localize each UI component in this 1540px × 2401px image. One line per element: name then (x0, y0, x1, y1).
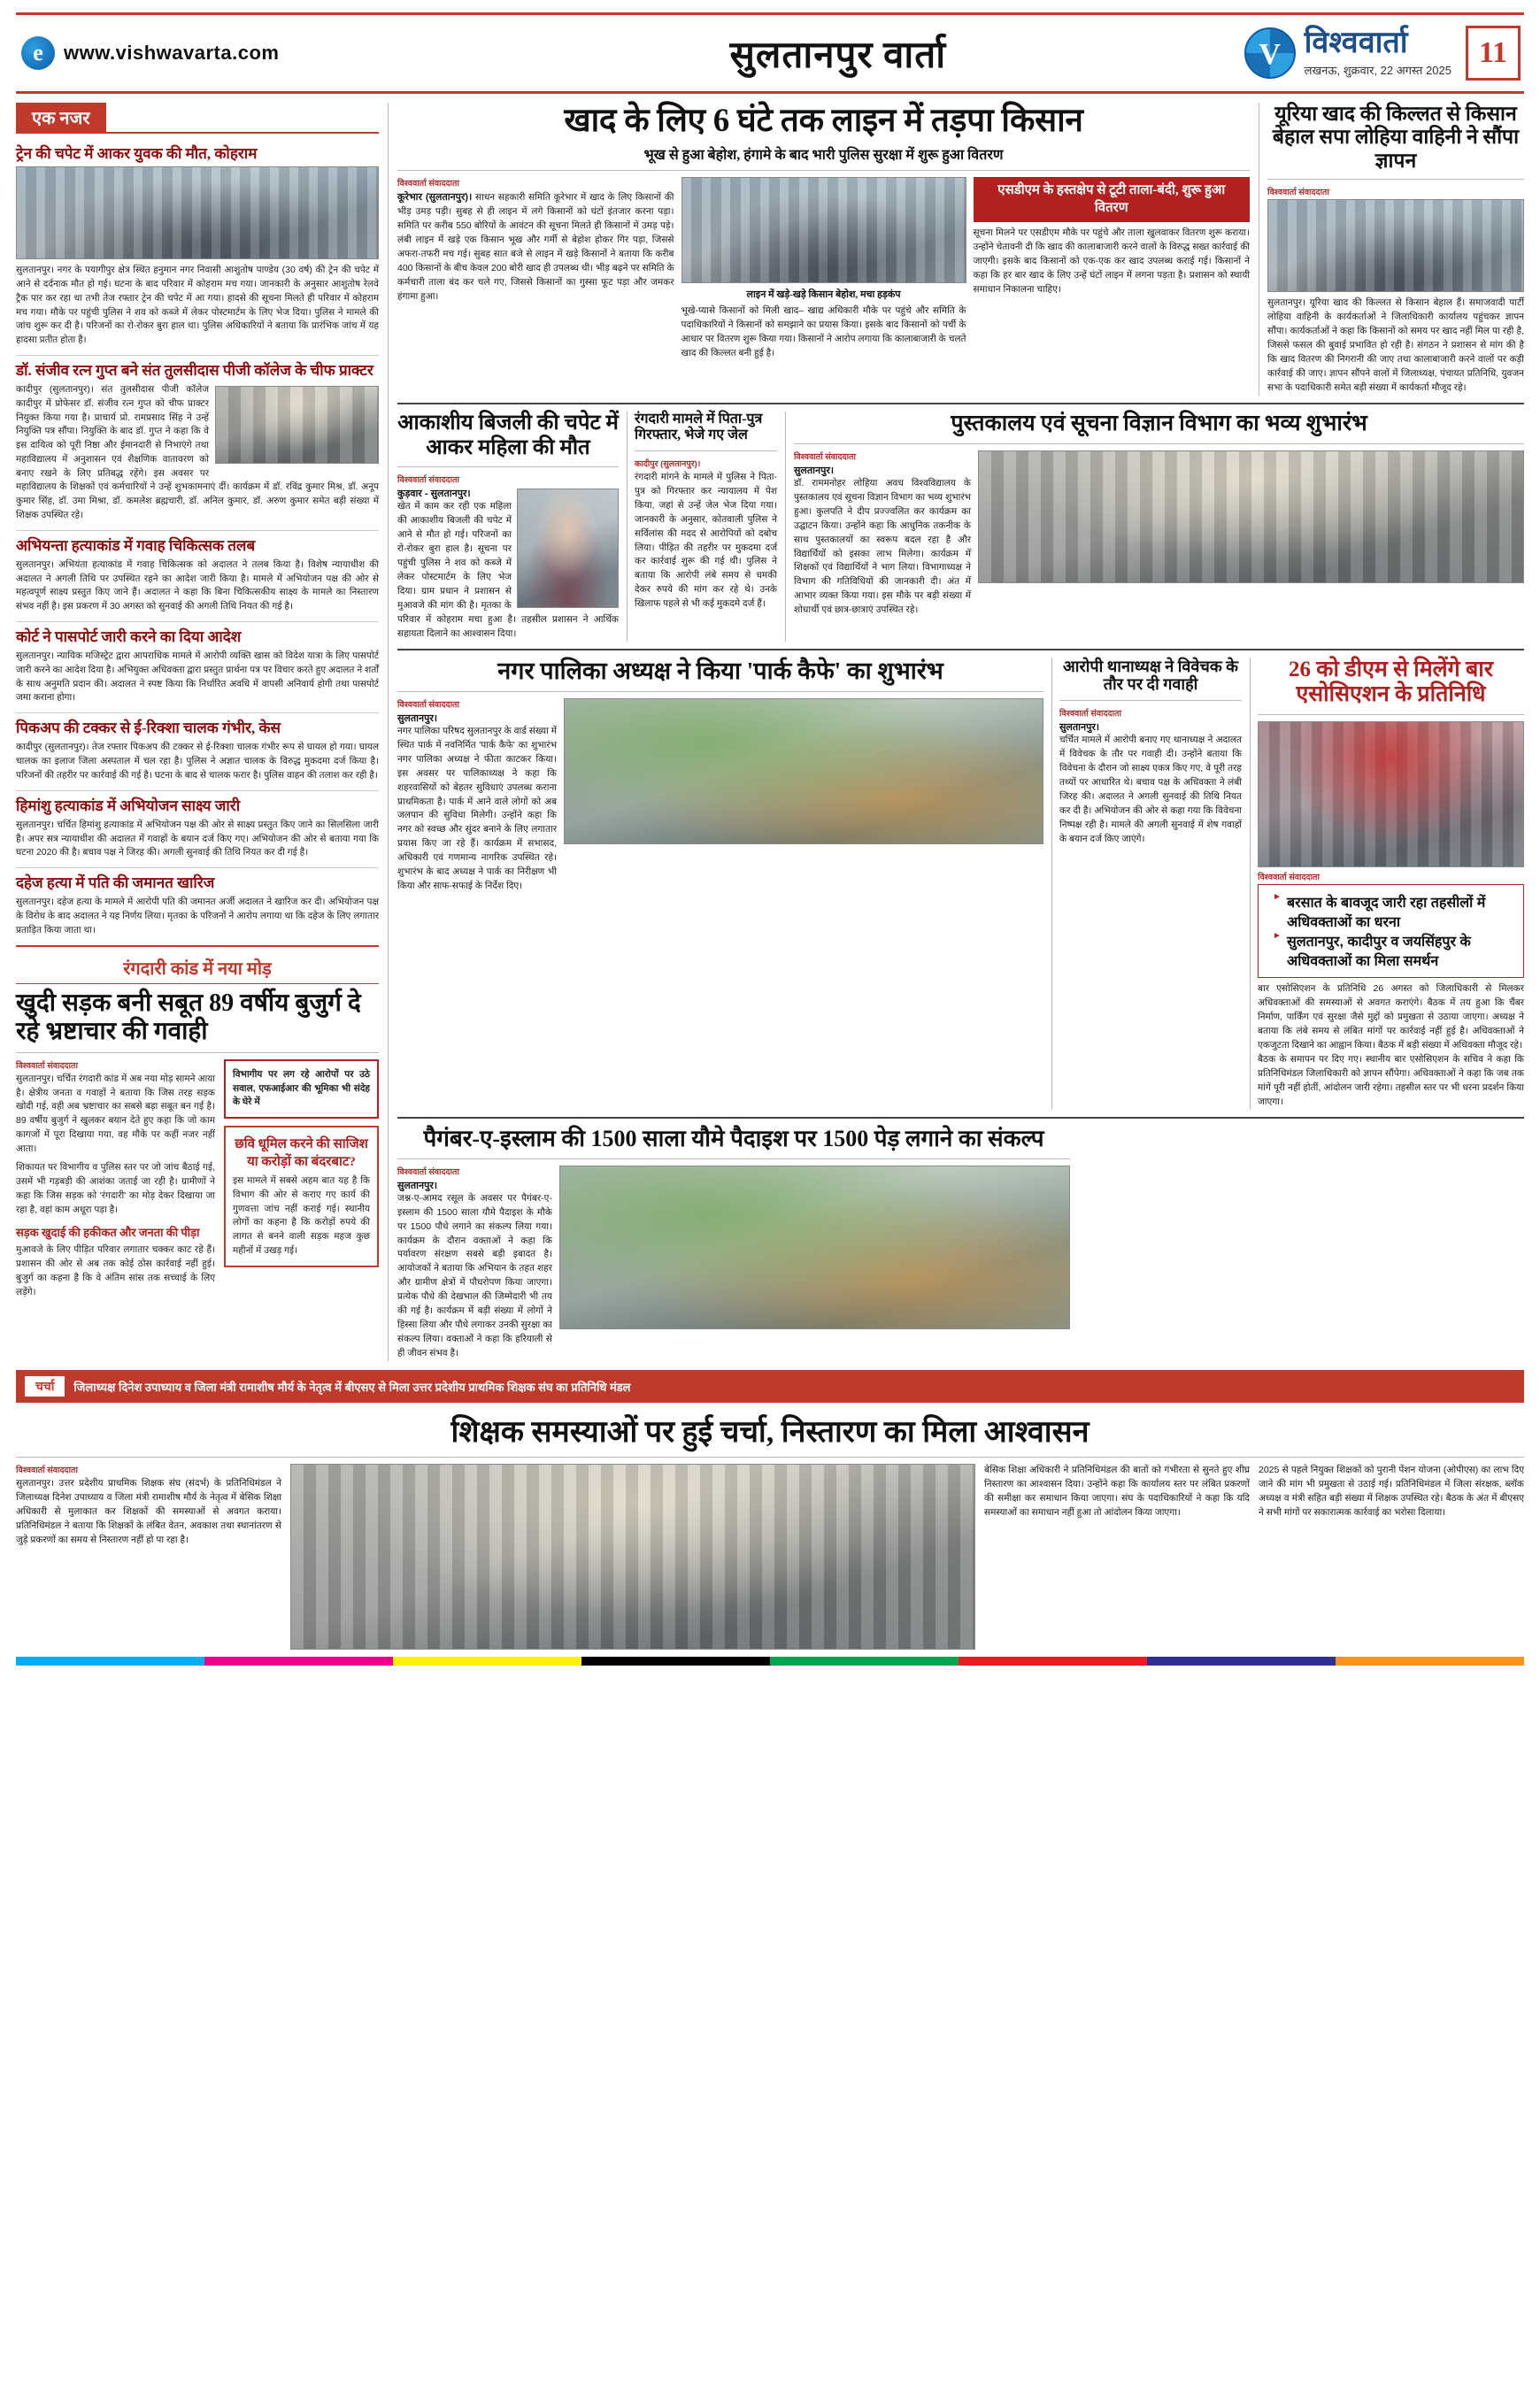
strip-text: जिलाध्यक्ष दिनेश उपाध्याय व जिला मंत्री रामाशीष मौर्य के नेतृत्व में बीएसए से मिला उत्तर प्रदेशीय प्राथमिक शिक्षक संघ का प्रतिनिधि मंडल (73, 1380, 631, 1394)
dateline: सुलतानपुर। (397, 1180, 438, 1191)
dm-meeting-headline: 26 को डीएम से मिलेंगे बार एसोसिएशन के प्रतिनिधि (1289, 657, 1493, 707)
print-registration-bar (16, 1657, 1524, 1666)
list-item[interactable] (16, 356, 379, 531)
lead-col2-subhead: लाइन में खड़े-खड़े किसान बेहोश, मचा हड़कंप (746, 289, 901, 301)
masthead-left (16, 36, 432, 70)
feature-kicker: रंगदारी कांड में नया मोड़ (123, 958, 272, 979)
edition-title: सुलतानपुर वार्ता (729, 35, 947, 76)
list-item[interactable] (16, 868, 379, 947)
dm-meeting-bullets (1258, 884, 1524, 978)
extortion-text: रंगदारी मांगने के मामले में पुलिस ने पिता-पुत्र को गिरफ्तार कर न्यायालय में पेश किया, जहां से उन्हें जेल भेज दिया गया। जानकारी के अनुसार, कोतवाली पुलिस ने सर्विलांस की मदद से आरोपियों को दबोच लिया। पीड़ित की तहरीर पर मुकदमा दर्ज कर कार्रवाई शुरू की गई थी। पुलिस ने बताया कि आरोपी लंबे समय से धमकी देकर रुपये की मांग कर रहे थे। उनके खिलाफ पहले से भी कई मुकदमे दर्ज हैं। (635, 471, 777, 610)
top-right-text: सुलतानपुर। यूरिया खाद की किल्लत से किसान बेहाल हैं। समाजवादी पार्टी लोहिया वाहिनी के कार्यकर्ताओं ने जिलाधिकारी कार्यालय पहुंचकर ज्ञापन सौंपा। कार्यकर्ताओं ने कहा कि किसानों को समय पर खाद नहीं मिल पा रही है, जिससे फसल की बुवाई प्रभावित हो रही है। संगठन ने प्रशासन से मांग की है कि खाद वितरण की निगरानी की जाए तथा कालाबाजारी करने वालों पर कड़ी कार्रवाई की जाए। ज्ञापन सौंपने वालों में जिलाध्यक्ष, पंचायत प्रतिनिधि, युवजन सभा के पदाधिकारी समेत बड़ी संख्या में कार्यकर्ता मौजूद रहे। (1267, 297, 1524, 394)
byline: विश्ववार्ता संवाददाता (16, 1060, 78, 1071)
rail-item-body: सुलतानपुर। अभियंता हत्याकांड में गवाह चिकित्सक को अदालत ने तलब किया है। विशेष न्यायाधीश की अदालत ने अगली तिथि पर उपस्थित रहने का आदेश जारी किया है। मामले में अभियोजन पक्ष की ओर से महत्वपूर्ण साक्ष्य प्रस्तुत किए जाने हैं। अदालत ने कहा कि बिना चिकित्सकीय साक्ष्य के मामले का निस्तारण संभव नहीं है। इस प्रकरण में 30 अगस्त को सुनवाई की अगली तिथि नियत की गई है। (16, 558, 379, 612)
brand-dateline: लखनऊ, शुक्रवार, 22 अगस्त 2025 (1304, 64, 1451, 77)
library-story (785, 412, 1524, 642)
lightning-story (397, 412, 619, 642)
rail-item-title: हिमांशु हत्याकांड में अभियोजन साक्ष्य जारी (16, 796, 241, 814)
rail-item-body: सुलतानपुर। न्यायिक मजिस्ट्रेट द्वारा आपराधिक मामले में आरोपी व्यक्ति खास को विदेश यात्रा के लिए पासपोर्ट जारी करने का आदेश दिया है। अभियुक्त अधिवक्ता द्वारा प्रस्तुत प्रार्थना पत्र पर विचार करते हुए अदालत ने शर्तों के साथ अनुमति प्रदान की। अदालत ने स्पष्ट किया कि निर्धारित अवधि में वापसी अनिवार्य होगी तथा पासपोर्ट जमा कराना होगा। (16, 650, 379, 704)
news-photo (559, 1166, 1070, 1329)
news-photo (564, 698, 1043, 844)
list-item[interactable] (16, 713, 379, 791)
lightning-text: खेत में काम कर रही एक महिला की आकाशीय बिजली की चपेट में आने से मौत हो गई। परिजनों का रो-रोकर बुरा हाल है। सूचना पर पहुंची पुलिस ने शव को कब्जे में लेकर पोस्टमार्टम के लिए भेज दिया। ग्राम प्रधान ने प्रशासन से मुआवजे की मांग की है। मृतका के परिवार में कोहराम मचा हुआ है। तहसील प्रशासन ने आर्थिक सहायता दिलाने का आश्वासन दिया। (397, 501, 619, 639)
park-cafe-text: नगर पालिका परिषद सुलतानपुर के वार्ड संख्या में स्थित पार्क में नवनिर्मित 'पार्क कैफे' का शुभारंभ नगर पालिका अध्यक्ष ने फीता काटकर किया। इस अवसर पर पालिकाध्यक्ष ने कहा कि शहरवासियों को बेहतर सुविधाएं उपलब्ध कराना प्राथमिकता है। पार्क में आने वाले लोगों को अब जलपान की सुविधा मिलेगी। उन्होंने कहा कि नगर को स्वच्छ और सुंदर बनाने के लिए लगातार प्रयास किए जा रहे हैं। कार्यक्रम में सभासद, अधिकारी एवं गणमान्य नागरिक उपस्थित रहे। शुभारंभ के बाद अध्यक्ष ने पार्क का निरीक्षण भी किया और साफ-सफाई के निर्देश दिए। (397, 725, 557, 892)
byline: विश्ववार्ता संवाददाता (1258, 873, 1320, 883)
list-item[interactable] (16, 531, 379, 622)
park-cafe-story (397, 658, 1043, 1110)
list-item[interactable] (16, 622, 379, 713)
epaper-logo-icon: e (21, 36, 55, 70)
feature-subhead-1: विभागीय पर लग रहे आरोपों पर उठे सवाल, एफआईआर की भूमिका भी संदेह के घेरे में (233, 1068, 370, 1108)
news-photo (290, 1464, 975, 1650)
byline: विश्ववार्ता संवाददाता (397, 179, 459, 189)
extortion-story (627, 412, 777, 642)
dateline: सुलतानपुर। (397, 712, 438, 724)
rail-item-title: डॉ. संजीव रत्न गुप्त बने संत तुलसीदास पीजी कॉलेज के चीफ प्राक्टर (16, 361, 373, 379)
news-photo (978, 450, 1524, 583)
rail-item-body: सुलतानपुर। चर्चित हिमांशु हत्याकांड में अभियोजन पक्ष की ओर से साक्ष्य प्रस्तुत किए जाने का सिलसिला जारी है। अपर सत्र न्यायाधीश की अदालत में गवाहों के बयान दर्ज किए गए। अभियोजन की ओर से बताया गया कि घटना 2020 की है। बचाव पक्ष ने जिरह की। अगली सुनवाई की तिथि नियत कर दी गई है। (16, 819, 379, 858)
feature-subhead-2: छवि धूमिल करने की साजिश या करोड़ों का बंदरबाट? (235, 1137, 368, 1170)
rail-header: एक नजर (16, 103, 106, 132)
dateline: कुड़वार - सुलतानपुर। (397, 489, 471, 500)
dateline: कूरेभार (सुलतानपुर)। (397, 192, 473, 204)
top-right-headline: यूरिया खाद की किल्लत से किसान बेहाल सपा लोहिया वाहिनी ने सौंपा ज्ञापन (1272, 103, 1520, 172)
lead-box-head: एसडीएम के हस्तक्षेप से टूटी ताला-बंदी, शुरू हुआ वितरण (974, 177, 1251, 222)
byline: विश्ववार्ता संवाददाता (794, 451, 856, 462)
library-text: डॉ. राममनोहर लोहिया अवध विश्वविद्यालय के पुस्तकालय एवं सूचना विज्ञान विभाग का भव्य शुभारंभ हुआ। कुलपति ने दीप प्रज्ज्वलित कर कार्यक्रम का उद्घाटन किया। उन्होंने कहा कि आधुनिक तकनीक के साथ पुस्तकालयों का स्वरूप बदल रहा है और विद्यार्थियों को इसका लाभ मिलेगा। कार्यक्रम में शिक्षकों एवं विद्यार्थियों ने भाग लिया। विभागाध्यक्ष ने विभाग की गतिविधियों की जानकारी दी। अंत में आभार व्यक्त किया गया। इस मौके पर बड़ी संख्या में शोधार्थी एवं छात्र-छात्राएं उपस्थित रहे। (794, 477, 971, 616)
top-right-story (1259, 103, 1524, 396)
library-headline: पुस्तकालय एवं सूचना विज्ञान विभाग का भव्य शुभारंभ (951, 411, 1367, 435)
byline: विश्ववार्ता संवाददाता (397, 1166, 459, 1177)
rail-feature (16, 956, 379, 1300)
police-text: चर्चित मामले में आरोपी बनाए गए थानाध्यक्ष ने अदालत में विवेचक के तौर पर गवाही दी। उन्होंने बताया कि विवेचना के दौरान जो साक्ष्य एकत्र किए गए, वे पूरी तरह तथ्यों पर आधारित थे। बचाव पक्ष के अधिवक्ता ने लंबी जिरह की। अदालत ने अगली सुनवाई की तिथि नियत कर दी है। अभियोजन की ओर से कहा गया कि विवेचना निष्पक्ष रही है। मामले की अगली सुनवाई में शेष गवाहों के बयान दर्ज किए जाएंगे। (1059, 735, 1242, 844)
byline: विश्ववार्ता संवाददाता (397, 699, 459, 710)
list-item: ► सुलतानपुर, कादीपुर व जयसिंहपुर के अधिवक्ताओं का मिला समर्थन (1276, 931, 1514, 970)
lead-headline: खाद के लिए 6 घंटे तक लाइन में तड़पा किसान (564, 103, 1083, 139)
strip-tag: चर्चा (25, 1376, 65, 1397)
police-story (1051, 658, 1242, 1110)
news-photo (681, 177, 966, 283)
bottom-strip (16, 1370, 1524, 1403)
lead-col1-text: साधन सहकारी समिति कूरेभार में खाद के लिए किसानों की भीड़ उमड़ पड़ी। सुबह से ही लाइन में लगे किसानों को घंटों इंतजार करना पड़ा। समिति पर करीब 550 बोरियों के आवंटन की सूचना मिलते ही किसानों में उमड़ पड़े। लंबी लाइन में खड़े एक किसान भूख और गर्मी से बेहोश होकर गिर पड़ा, जिससे अफरा-तफरी मच गई। सुबह सात बजे से लाइन में खड़े किसानों ने बताया कि करीब 400 किसानों के बीच केवल 200 बोरी खाद ही उपलब्ध थी। भीड़ बढ़ने पर समिति के कर्मचारी ताला बंद कर चले गए, जिससे किसानों का गुस्सा फूट पड़ा और जमकर हंगामा हुआ। (397, 192, 674, 303)
bottom-col3: 2025 से पहले नियुक्त शिक्षकों को पुरानी पेंशन योजना (ओपीएस) का लाभ दिए जाने की मांग भी प्रमुखता से उठाई गई। प्रतिनिधिमंडल में जिला संरक्षक, ब्लॉक अध्यक्ष व मंत्री सहित बड़ी संख्या में शिक्षक उपस्थित रहे। बैठक के अंत में बीएसए ने सभी मांगों पर सकारात्मक कार्रवाई का भरोसा दिलाया। (1259, 1465, 1524, 1518)
rail-item-title: अभियन्ता हत्याकांड में गवाह चिकित्सक तलब (16, 536, 256, 554)
news-photo (517, 489, 619, 608)
dateline: सुलतानपुर। (794, 465, 835, 476)
police-headline: आरोपी थानाध्यक्ष ने विवेचक के तौर पर दी गवाही (1063, 657, 1238, 694)
brand-name: विश्ववार्ता (1304, 27, 1408, 59)
list-item[interactable] (16, 791, 379, 869)
dateline: कादीपुर (सुलतानपुर)। (635, 458, 701, 469)
bottom-section (16, 1370, 1524, 1650)
rail-item-title: कोर्ट ने पासपोर्ट जारी करने का दिया आदेश (16, 627, 242, 645)
feature-body-1: शिकायत पर विभागीय व पुलिस स्तर पर जो जांच बैठाई गई, उसमें भी गड़बड़ी की आशंका जताई जा रही है। ग्रामीणों ने कहा कि जिस सड़क को 'रंगदारी' का मोड़ देकर दिखाया जा रहा है, वहां काम अधूरा पड़ा है। (16, 1162, 215, 1215)
byline: विश्ववार्ता संवाददाता (397, 475, 459, 486)
bottom-col2: बेसिक शिक्षा अधिकारी ने प्रतिनिधिमंडल की बातों को गंभीरता से सुनते हुए शीघ्र निस्तारण का आश्वासन दिया। उन्होंने कहा कि कार्यालय स्तर पर लंबित प्रकरणों की समीक्षा कर समाधान किया जाएगा। संघ के पदाधिकारियों ने कहा कि यदि समस्याओं का समाधान नहीं हुआ तो आंदोलन किया जाएगा। (984, 1465, 1250, 1518)
site-url[interactable]: www.vishwavarta.com (64, 42, 280, 64)
lead-subhead: भूख से हुआ बेहोश, हंगामे के बाद भारी पुलिस सुरक्षा में शुरू हुआ वितरण (643, 148, 1004, 164)
rail-item-body: सुलतानपुर। नगर के पयागीपुर क्षेत्र स्थित हनुमान नगर निवासी आशुतोष पाण्डेय (30 वर्ष) की ट्रेन की चपेट में आने से दर्दनाक मौत हो गई। घटना के बाद परिवार में कोहराम मच गया। जानकारी के अनुसार आशुतोष रेलवे ट्रैक पार कर रहा था तभी तेज रफ्तार ट्रेन की चपेट में आ गया। हादसे की सूचना मिलते ही परिवार में कोहराम मच गया। मौके पर पहुंची पुलिस ने शव को कब्जे में लेकर पोस्टमार्टम के लिए भेज दिया। पुलिस ने मामले की जांच शुरू कर दी है। परिजनों का रो-रोकर बुरा हाल था। पुलिस अधिकारियों ने बताया कि प्रारंभिक जांच में यह हादसा प्रतीत होता है। (16, 265, 379, 345)
byline: विश्ववार्ता संवाददाता (16, 1466, 78, 1476)
feature-headline: खुदी सड़क बनी सबूत 89 वर्षीय बुजुर्ग दे रहे भ्रष्टाचार की गवाही (16, 989, 361, 1045)
lightning-headline: आकाशीय बिजली की चपेट में आकर महिला की मौत (397, 411, 619, 459)
middle-row (397, 412, 1524, 642)
tree-story (397, 1126, 1070, 1361)
lead-col3-text: सूचना मिलने पर एसडीएम मौके पर पहुंचे और ताला खुलवाकर वितरण शुरू कराया। उन्होंने चेतावनी दी कि खाद की कालाबाजारी करने वालों के विरुद्ध सख्त कार्रवाई की जाएगी। इसके बाद किसानों को एक-एक कर खाद उपलब्ध कराई गई। किसानों ने कहा कि हर बार खाद के लिए उन्हें घंटों लाइन में लगना पड़ता है। प्रशासन को स्थायी समाधान निकालना चाहिए। (973, 227, 1251, 296)
left-rail (16, 103, 379, 1361)
masthead (16, 12, 1524, 94)
rail-item-body: कादीपुर (सुलतानपुर)। तेज रफ्तार पिकअप की टक्कर से ई-रिक्शा चालक गंभीर रूप से घायल हो गया। घायल चालक का इलाज जिला अस्पताल में चल रहा है। पुलिस ने अज्ञात चालक के विरुद्ध मुकदमा दर्ज किया है। परिजनों की तहरीर पर कार्रवाई की गई है। घटना के बाद से चालक फरार है। पुलिस वाहन की तलाश कर रही है। (16, 742, 379, 781)
brand-block (1244, 27, 1451, 79)
bottom-col1: सुलतानपुर। उत्तर प्रदेशीय प्राथमिक शिक्षक संघ (संदर्भ) के प्रतिनिधिमंडल ने जिलाध्यक्ष दिनेश उपाध्याय व जिला मंत्री रामाशीष मौर्य के नेतृत्व में बेसिक शिक्षा अधिकारी से मुलाकात कर शिक्षकों की समस्याओं से अवगत कराया। प्रतिनिधिमंडल ने बताया कि शिक्षकों के लंबित वेतन, अवकाश तथा स्थानांतरण से जुड़े प्रकरणों का समय से निस्तारण नहीं हो पा रहा है। (16, 1478, 281, 1545)
news-photo (1267, 199, 1524, 292)
tree-text: जश्न-ए-आमद रसूल के अवसर पर पैगंबर-ए-इस्लाम की 1500 साला यौमे पैदाइश के मौके पर 1500 पौधे लगाने का संकल्प लिया गया। कार्यक्रम के दौरान वक्ताओं ने कहा कि पर्यावरण संरक्षण सबसे बड़ी इबादत है। आयोजकों ने बताया कि अभियान के तहत शहर और ग्रामीण क्षेत्रों में पौधरोपण किया जाएगा। प्रत्येक पौधे की देखभाल की जिम्मेदारी भी तय की गई है। कार्यक्रम में बड़ी संख्या में लोगों ने हिस्सा लिया और पौधे लगाकर उनकी सुरक्षा का संकल्प लिया। वक्ताओं ने कहा कि हरियाली से ही जीवन संभव है। (397, 1192, 552, 1359)
dm-meeting-text: बार एसोसिएशन के प्रतिनिधि 26 अगस्त को जिलाधिकारी से मिलकर अधिवक्ताओं की समस्याओं से अवगत कराएंगे। बैठक में तय हुआ कि चैंबर निर्माण, पार्किंग एवं सुरक्षा जैसे मुद्दों को प्रमुखता से उठाया जाएगा। अध्यक्ष ने बताया कि लंबे समय से लंबित मांगों पर कार्रवाई नहीं हुई है। अधिवक्ताओं ने एकजुटता दिखाने का आह्वान किया। बैठक में बड़ी संख्या में अधिवक्ता मौजूद रहे। (1258, 983, 1524, 1051)
tree-headline: पैगंबर-ए-इस्लाम की 1500 साला यौमे पैदाइश पर 1500 पेड़ लगाने का संकल्प (423, 1125, 1044, 1151)
rail-item-body: कादीपुर (सुलतानपुर)। संत तुलसीदास पीजी कॉलेज कादीपुर में प्रोफेसर डॉ. संजीव रत्न गुप्त को चीफ प्राक्टर नियुक्त किया गया है। प्राचार्य प्रो. रामप्रसाद सिंह ने उन्हें नियुक्ति पत्र सौंपा। नियुक्ति के बाद डॉ. गुप्त ने कहा कि वे इस दायित्व को पूरी निष्ठा और ईमानदारी से निभाएंगे तथा महाविद्यालय में अनुशासन एवं शैक्षणिक वातावरण को बनाए रखने के लिए प्रतिबद्ध रहेंगे। इस अवसर पर महाविद्यालय के शिक्षकों एवं कर्मचारियों ने उन्हें शुभकामनाएं दीं। कार्यक्रम में डॉ. रविंद्र कुमार मिश्र, डॉ. अनूप कुमार सिंह, डॉ. उमा मिश्रा, डॉ. कमलेश ब्रह्मचारी, डॉ. अनिल कुमार, डॉ. अरुण कुमार समेत बड़ी संख्या में शिक्षक उपस्थित रहे। (16, 384, 379, 520)
bottom-headline: शिक्षक समस्याओं पर हुई चर्चा, निस्तारण का मिला आश्वासन (450, 1416, 1090, 1450)
dm-meeting-extra: बैठक के समापन पर दिए गए। स्थानीय बार एसोसिएशन के सचिव ने कहा कि प्रतिनिधिमंडल जिलाधिकारी को ज्ञापन सौंपेगा। अधिवक्ताओं ने कहा कि जब तक मांगें पूरी नहीं होतीं, आंदोलन जारी रहेगा। तहसील स्तर पर भी धरना प्रदर्शन किया जाएगा। (1258, 1053, 1524, 1107)
dm-meeting-story (1250, 658, 1524, 1110)
rail-item-body: सुलतानपुर। दहेज हत्या के मामले में आरोपी पति की जमानत अर्जी अदालत ने खारिज कर दी। अभियोजन पक्ष के विरोध के बाद अदालत ने यह निर्णय लिया। मृतका के परिजनों ने आरोप लगाया था कि दहेज के लिए लगातार प्रताड़ित किया जाता था। (16, 897, 379, 935)
list-item[interactable] (16, 139, 379, 356)
page-content (16, 103, 1524, 1361)
news-photo (215, 386, 379, 464)
byline: विश्ववार्ता संवाददाता (1059, 709, 1121, 720)
news-photo (1258, 721, 1524, 867)
masthead-center (432, 28, 1244, 79)
main-column (388, 103, 1524, 1361)
brand-logo-icon: V (1244, 27, 1296, 79)
lead-story (397, 103, 1250, 396)
top-row (397, 103, 1524, 396)
page-number: 11 (1466, 26, 1521, 81)
extortion-headline: रंगदारी मामले में पिता-पुत्र गिरफ्तार, भेजे गए जेल (635, 411, 763, 443)
park-row (397, 658, 1524, 1110)
park-cafe-headline: नगर पालिका अध्यक्ष ने किया 'पार्क कैफे' का शुभारंभ (497, 657, 943, 684)
rail-item-title: ट्रेन की चपेट में आकर युवक की मौत, कोहराम (16, 145, 258, 162)
feature-lead: सुलतानपुर। चर्चित रंगदारी कांड में अब नया मोड़ सामने आया है। क्षेत्रीय जनता व गवाहों ने बताया कि जिस तरह सड़क खोदी गई, वही अब भ्रष्टाचार का सबसे बड़ा सबूत बन गई है। 89 वर्षीय बुजुर्ग ने खुलकर बयान देते हुए कहा कि जो काम कागजों में पूरा दिखाया गया, वह मौके पर कहीं नजर नहीं आता। (16, 1073, 215, 1154)
dateline: सुलतानपुर। (1059, 722, 1100, 734)
feature-subhead-3: सड़क खुदाई की हकीकत और जनता की पीड़ा (16, 1226, 200, 1240)
news-photo (16, 166, 379, 259)
feature-body-2: इस मामले में सबसे अहम बात यह है कि विभाग की ओर से कराए गए कार्य की गुणवत्ता जांच नहीं कराई गई। स्थानीय लोगों का कहना है कि करोड़ों रुपये की लागत से बनने वाली सड़क महज कुछ महीनों में उखड़ गई। (233, 1175, 370, 1256)
masthead-right (1244, 26, 1524, 81)
rail-header-wrap (16, 103, 379, 134)
lead-col2-text: भूखे-प्यासे किसानों को मिली खाद– खाद्य अधिकारी मौके पर पहुंचे और समिति के पदाधिकारियों ने किसानों को समझाने का प्रयास किया। इसके बाद किसानों को पर्ची के आधार पर वितरण शुरू किया गया। किसानों ने आरोप लगाया कि कालाबाजारी के चलते खाद की किल्लत बनी हुई है। (681, 305, 966, 359)
rail-item-title: पिकअप की टक्कर से ई-रिक्शा चालक गंभीर, केस (16, 720, 281, 736)
feature-body-3: मुआवजे के लिए पीड़ित परिवार लगातार चक्कर काट रहे हैं। प्रशासन की ओर से अब तक कोई ठोस कार्रवाई नहीं हुई। बुजुर्ग का कहना है कि वे अंतिम सांस तक सच्चाई के लिए लड़ेंगे। (16, 1244, 215, 1297)
byline: विश्ववार्ता संवाददाता (1267, 188, 1329, 198)
rail-item-title: दहेज हत्या में पति की जमानत खारिज (16, 874, 215, 891)
list-item: ► बरसात के बावजूद जारी रहा तहसीलों में अधिवक्ताओं का धरना (1276, 892, 1514, 931)
